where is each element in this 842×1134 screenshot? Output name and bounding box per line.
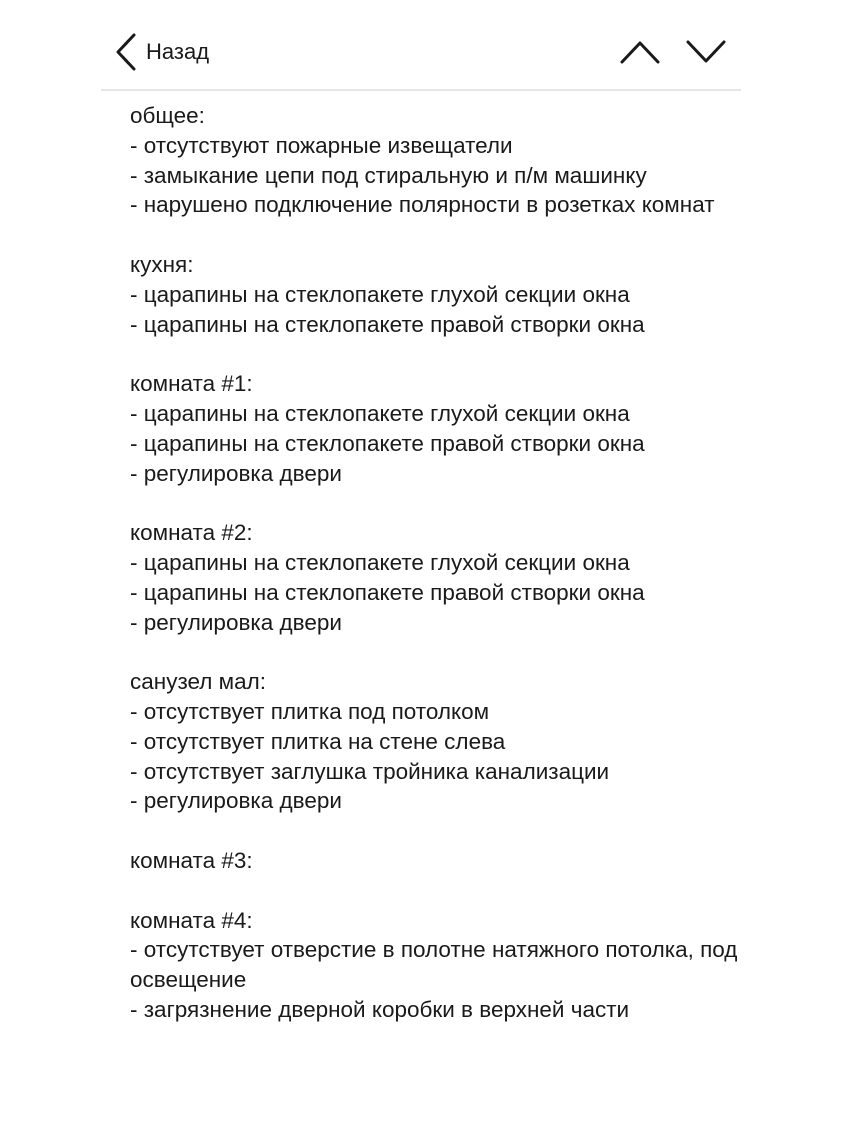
section-title: санузел мал: [130, 669, 267, 695]
section-small-bathroom [130, 667, 750, 816]
list-item: - царапины на стеклопакете глухой секции окна [130, 400, 630, 426]
section-title: комната #1: [130, 371, 253, 397]
back-button[interactable] [114, 30, 209, 74]
list-item: - царапины на стеклопакете правой створки окна [130, 579, 645, 605]
list-item: - царапины на стеклопакете правой створки окна [130, 430, 645, 456]
list-item: - загрязнение дверной коробки в верхней части [130, 996, 630, 1022]
list-item: - нарушено подключение полярности в розетках комнат [130, 192, 715, 218]
list-item: - царапины на стеклопакете правой створки окна [130, 311, 645, 337]
chevron-up-icon [618, 34, 662, 70]
section-room-4 [130, 906, 750, 1025]
section-room-3 [130, 846, 750, 876]
section-title: комната #3: [130, 847, 253, 873]
list-item: - царапины на стеклопакете глухой секции окна [130, 549, 630, 575]
list-item: - отсутствует плитка на стене слева [130, 728, 506, 754]
note-body [130, 101, 750, 1025]
chevron-down-icon [684, 34, 728, 70]
next-button[interactable] [684, 34, 728, 70]
section-room-2 [130, 518, 750, 637]
section-general [130, 101, 750, 220]
list-item: - замыкание цепи под стиральную и п/м машинку [130, 162, 647, 188]
list-item: - царапины на стеклопакете глухой секции окна [130, 281, 630, 307]
top-bar [0, 0, 842, 92]
section-title: комната #2: [130, 520, 253, 546]
previous-button[interactable] [618, 34, 662, 70]
section-title: общее: [130, 103, 205, 128]
chevron-left-icon [114, 32, 138, 72]
list-item: - отсутствует заглушка тройника канализации [130, 758, 610, 784]
list-item: - отсутствуют пожарные извещатели [130, 132, 513, 158]
list-item: - отсутствует отверстие в полотне натяжного потолка, под освещение [130, 937, 744, 993]
section-title: кухня: [130, 251, 194, 277]
section-kitchen [130, 250, 750, 339]
list-item: - отсутствует плитка под потолком [130, 698, 490, 724]
list-item: - регулировка двери [130, 609, 342, 635]
back-label: Назад [146, 39, 210, 64]
section-room-1 [130, 369, 750, 488]
section-title: комната #4: [130, 907, 253, 933]
list-item: - регулировка двери [130, 788, 342, 814]
header-divider [101, 89, 741, 91]
list-item: - регулировка двери [130, 460, 342, 486]
